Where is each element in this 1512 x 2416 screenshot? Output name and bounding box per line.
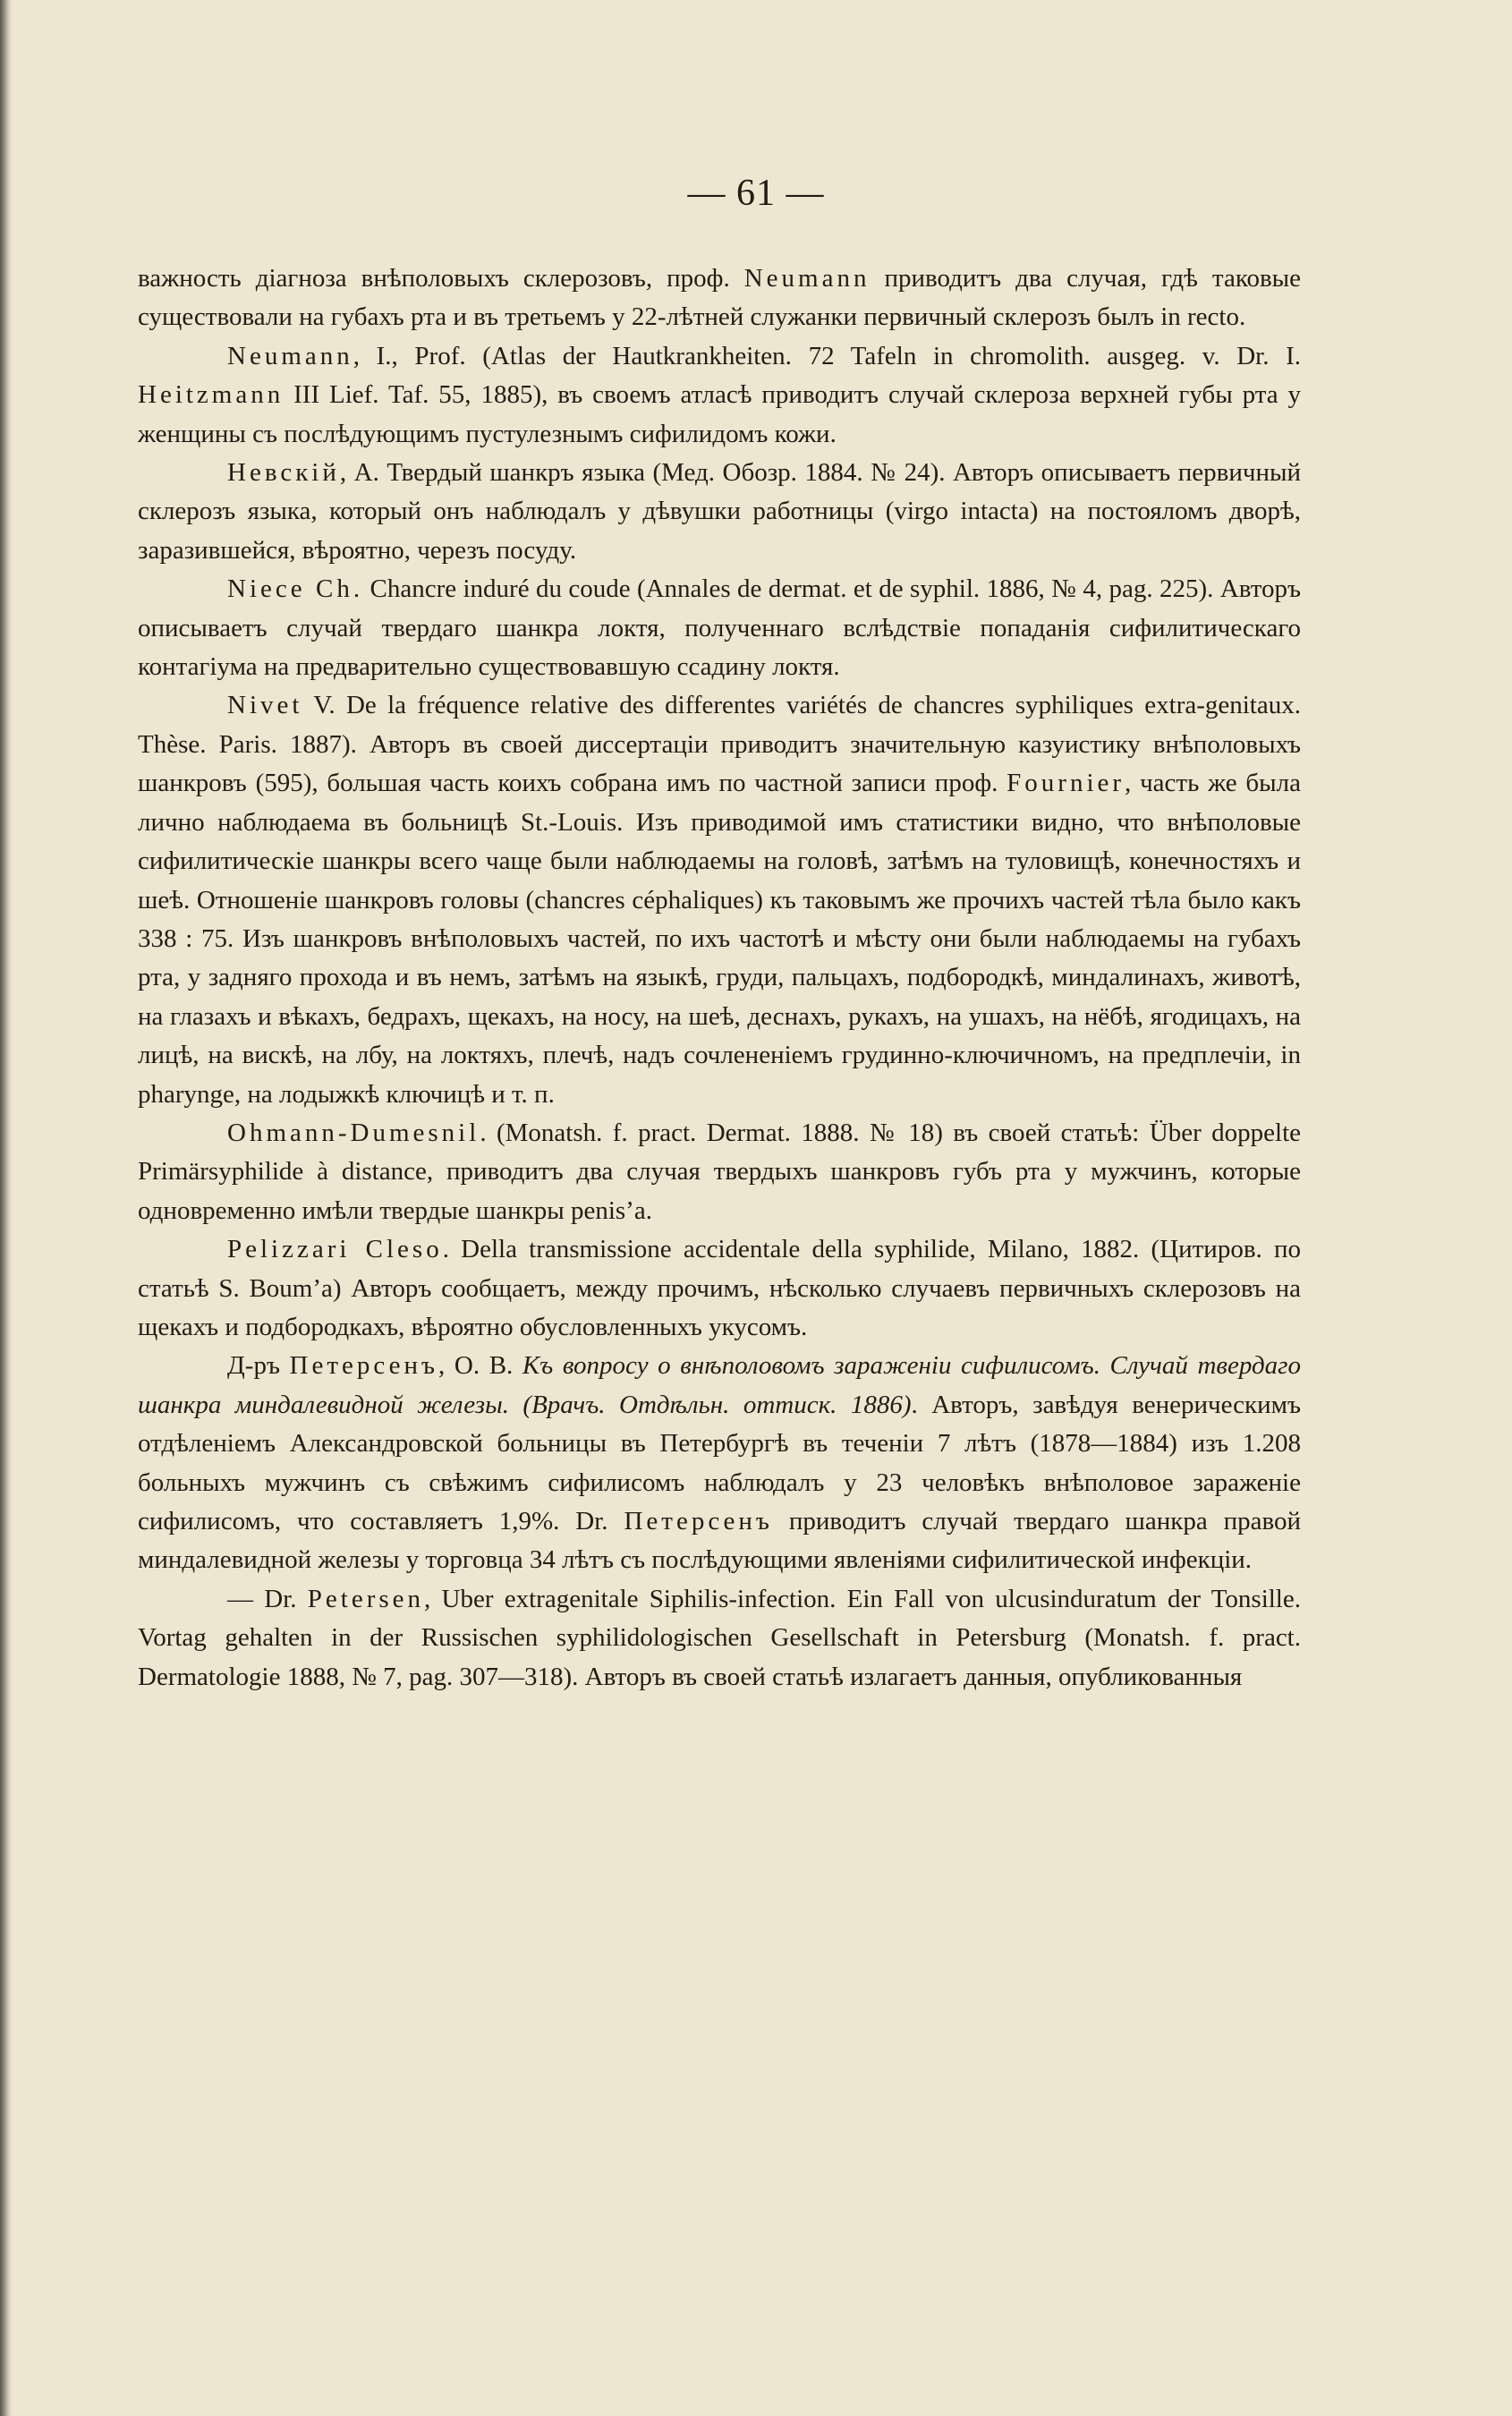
paragraph-neumann-atlas — [138, 337, 1301, 454]
author-name: Pelizzari Cleso — [227, 1235, 443, 1264]
author-name: Петерсенъ — [289, 1351, 439, 1381]
text-run: . Авторъ, завѣдуя венерическимъ отдѣленіемъ Александровской больницы въ Петербургѣ въ теченіи 7 лѣтъ (1878—1884) изъ 1.208 больныхъ мужчинъ съ свѣжимъ сифилисомъ наблюдалъ у 23 человѣкъ внѣполовое зараженіе сифилисомъ, что составляетъ 1,9%. Dr. — [138, 1390, 1302, 1536]
page-edge-shadow — [0, 0, 13, 2416]
author-name: Neumann — [743, 264, 871, 293]
author-name: Ohmann-Dumesnil — [227, 1118, 480, 1147]
text-run: приводитъ случай твердаго шанкра правой миндалевидной железы у торговца 34 лѣтъ съ послѣдующими явленіями сифилитической инфекціи. — [138, 1507, 1301, 1575]
paragraph-nevsky — [138, 454, 1301, 570]
paragraph-pelizzari — [138, 1230, 1301, 1347]
text-run: , О. В. — [438, 1351, 522, 1381]
paragraph-neumann-intro — [138, 259, 1301, 337]
text-run: , Uber extragenitale Siphilis-infection. Ein Fall von ulcusinduratum der Tonsille. Vortag gehalten in der Russischen syphilidologischen Gesellschaft in Petersburg (Monatsh. f. pract. Dermatologie 1888, № 7, pag. 307—318). Авторъ въ своей статьѣ излагаетъ данныя, опубликованныя — [138, 1584, 1301, 1691]
text-run: приводитъ два случая, гдѣ таковые существовали на губахъ рта и въ третьемъ у 22-лѣтней служанки первичный склерозъ былъ in recto. — [138, 264, 1301, 332]
author-name: Невскій — [227, 458, 340, 488]
text-run: , А. Твердый шанкръ языка (Мед. Обозр. 1884. № 24). Авторъ описываетъ первичный склерозъ языка, который онъ наблюдалъ у дѣвушки работницы (virgo intacta) на постояломъ дворѣ, заразившейся, вѣроятно, черезъ посуду. — [138, 458, 1301, 565]
paragraph-petersen-de — [138, 1580, 1301, 1697]
author-name: Петерсенъ — [624, 1507, 773, 1536]
text-run: , часть же была лично наблюдаема въ больницѣ St.-Louis. Изъ приводимой имъ статистики видно, что внѣполовые сифилитическіе шанкры всего чаще были наблюдаемы на головѣ, затѣмъ на туловищѣ, конечностяхъ и шеѣ. Отношеніе шанкровъ головы (chancres céphaliques) къ таковымъ же прочихъ частей тѣла было какъ 338 : 75. Изъ шанкровъ внѣполовыхъ частей, по ихъ частотѣ и мѣсту они были наблюдаемы на губахъ рта, у задняго прохода и въ немъ, затѣмъ на языкѣ, груди, пальцахъ, подбородкѣ, миндалинахъ, животѣ, на глазахъ и вѣкахъ, бедрахъ, щекахъ, на носу, на шеѣ, деснахъ, рукахъ, на ушахъ, на нёбѣ, ягодицахъ, на лицѣ, на вискѣ, на лбу, на локтяхъ, плечѣ, надъ сочлененіемъ грудинно-ключичномъ, на предплечіи, in pharynge, на лодыжкѣ ключицѣ и т. п. — [138, 769, 1301, 1109]
paragraph-niece — [138, 570, 1301, 686]
paragraph-ohmann-dumesnil — [138, 1114, 1301, 1230]
text-run: Chancre induré du coude (Annales de dermat. et de syphil. 1886, № 4, pag. 225). Авторъ описываетъ случай твердаго шанкра локтя, полученнаго вслѣдствіе попаданія сифилитическаго контагіума на предварительно существовавшую ссадину локтя. — [138, 574, 1301, 682]
text-run: . (Monatsh. f. pract. Dermat. 1888. № 18) въ своей статьѣ: Über doppelte Primärsyphilide à distance, приводитъ два случая твердыхъ шанкровъ губъ рта у мужчинъ, которые одновременно имѣли твердые шанкры penis’а. — [138, 1118, 1301, 1225]
text-run: Д-ръ — [227, 1351, 290, 1381]
text-run: III Lief. Taf. 55, 1885), въ своемъ атласѣ приводитъ случай склероза верхней губы рта у женщины съ послѣдующимъ пустулезнымъ сифилидомъ кожи. — [138, 380, 1301, 448]
article-title: Къ вопросу о внѣполовомъ зараженіи сифилисомъ. Случай твердаго шанкра миндалевидной железы. (Врачъ. Отдѣльн. оттиск. 1886) — [138, 1351, 1301, 1419]
body-text — [138, 259, 1301, 1697]
paragraph-nivet — [138, 686, 1301, 1113]
text-run: . Della transmissione accidentale della syphilide, Milano, 1882. (Цитиров. по статьѣ S. Boum’а) Авторъ сообщаетъ, между прочимъ, нѣсколько случаевъ первичныхъ склерозовъ на щекахъ и подбородкахъ, вѣроятно обусловленныхъ укусомъ. — [138, 1235, 1301, 1341]
text-run: — Dr. — [227, 1584, 308, 1613]
author-name: Petersen — [307, 1584, 425, 1613]
author-name: Neumann — [227, 341, 353, 370]
author-name: Niece Ch. — [227, 574, 364, 604]
text-run: , I., Prof. (Atlas der Hautkrankheiten. 72 Tafeln in chromolith. ausgeg. v. Dr. I. — [353, 341, 1301, 370]
text-run: важность діагноза внѣполовыхъ склерозовъ, проф. — [138, 264, 744, 293]
text-run: V. De la fréquence relative des differentes variétés de chancres syphiliques extra-genitaux. Thèse. Paris. 1887). Авторъ въ своей диссертаціи приводитъ значительную казуистику внѣполовыхъ шанкровъ (595), большая часть коихъ собрана имъ по частной записи проф. — [138, 691, 1301, 798]
paragraph-petersen-ru — [138, 1347, 1301, 1579]
author-name: Heitzmann — [138, 380, 285, 410]
page-number: — 61 — — [687, 173, 825, 214]
author-name: Fournier — [1007, 769, 1126, 798]
author-name: Nivet — [227, 691, 303, 720]
